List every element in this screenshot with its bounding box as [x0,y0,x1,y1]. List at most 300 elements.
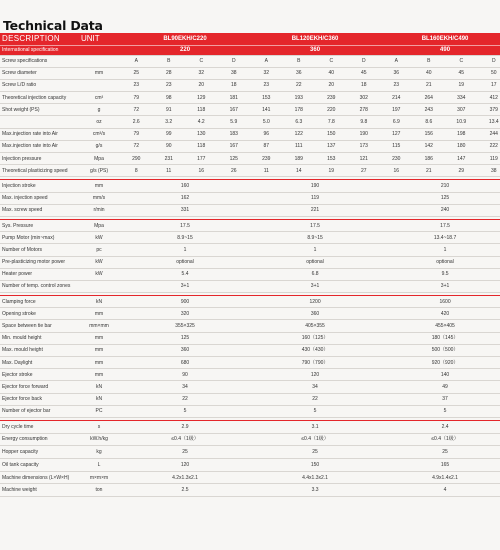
row-value: 186 [413,153,446,165]
row-value: 214 [380,92,413,104]
row-unit: PC [78,405,120,417]
row-value: 25 [120,446,250,459]
row-value: 13.4~18.7 [380,232,500,244]
table-row [0,296,500,308]
row-value: 18 [348,79,381,91]
row-value: 141 [250,104,283,116]
row-unit: kW [78,268,120,280]
row-value: 334 [445,92,478,104]
row-label: Number of Motors [0,244,78,256]
page-title: Technical Data [3,18,103,33]
row-value: 190 [348,128,381,140]
row-value: 5.9 [218,116,251,128]
row-value: D [348,55,381,67]
row-value: A [120,55,153,67]
international-spec-label: International specification [0,45,78,55]
row-value: 40 [413,67,446,79]
row-value: 178 [283,104,316,116]
row-value: 98 [153,92,186,104]
row-value: 6.8 [250,268,380,280]
row-value: 79 [120,92,153,104]
row-unit: kW [78,232,120,244]
row-value: 264 [413,92,446,104]
row-value: 278 [348,104,381,116]
row-unit: cm³ [78,92,120,104]
row-value: B [283,55,316,67]
row-unit: kN [78,296,120,308]
row-value: 16 [185,165,218,177]
row-value: 111 [283,140,316,152]
row-unit: cm³/s [78,128,120,140]
row-value: A [250,55,283,67]
row-value: 8.6 [413,116,446,128]
table-row [0,357,500,369]
table-row [0,67,500,79]
table-row [0,484,500,497]
row-unit: kN [78,393,120,405]
row-label: Theoretical injection capacity [0,92,78,104]
row-value: 120 [250,369,380,381]
table-row [0,244,500,256]
table-row [0,280,500,292]
row-value: 160（125） [250,332,380,344]
row-label: Pump Motor (min~max) [0,232,78,244]
row-value: 22 [250,393,380,405]
row-value: C [445,55,478,67]
model-code-3: 490 [380,45,500,55]
row-value: 129 [185,92,218,104]
row-value: 49 [380,381,500,393]
table-row [0,369,500,381]
table-row [0,192,500,204]
row-label: Max.injection rate into Air [0,128,78,140]
row-value: D [218,55,251,67]
table-row [0,420,500,433]
row-value: 9.5 [380,268,500,280]
row-value: 23 [250,79,283,91]
row-label: Ejector force back [0,393,78,405]
row-label: Ejector stroke [0,369,78,381]
table-body [0,33,500,497]
row-unit: r/min [78,204,120,216]
row-value: 28 [153,67,186,79]
row-value: 2.4 [380,420,500,433]
row-value: 25 [250,446,380,459]
row-value: 900 [120,296,250,308]
row-unit: g/s (PS) [78,165,120,177]
row-value: 150 [315,128,348,140]
row-value: 17.5 [120,219,250,231]
row-value: 125 [120,332,250,344]
row-value: 331 [120,204,250,216]
model-code-2: 360 [250,45,380,55]
row-unit: kg [78,446,120,459]
row-unit: Mpa [78,153,120,165]
row-value: 6.3 [283,116,316,128]
row-label: Dry cycle time [0,420,78,433]
row-label: Energy consumption [0,433,78,446]
row-value: 1600 [380,296,500,308]
row-value: 10.9 [445,116,478,128]
row-value: 8.9~15 [250,232,380,244]
row-value: 153 [250,92,283,104]
row-value: 122 [283,128,316,140]
row-value: 137 [315,140,348,152]
description-header: DESCRIPTION [0,33,78,45]
table-row [0,79,500,91]
row-unit: mm [78,357,120,369]
row-value: 320 [120,308,250,320]
row-unit [78,79,120,91]
row-value: 37 [380,393,500,405]
row-unit: mm [78,369,120,381]
row-value: 198 [445,128,478,140]
table-row [0,308,500,320]
row-value: 32 [185,67,218,79]
row-value: 125 [380,192,500,204]
row-value: 1 [380,244,500,256]
row-value: 3+1 [380,280,500,292]
row-label: Max. Daylight [0,357,78,369]
table-row [0,128,500,140]
table-row [0,92,500,104]
table-row [0,180,500,192]
row-value: 5 [380,405,500,417]
row-value: 6.9 [380,116,413,128]
row-unit: oz [78,116,120,128]
row-value: 1 [120,244,250,256]
row-value: optional [380,256,500,268]
row-value: 118 [185,140,218,152]
row-value: 17 [478,79,500,91]
table-row [0,459,500,472]
row-value: 142 [413,140,446,152]
row-value: 239 [250,153,283,165]
row-value: 90 [120,369,250,381]
row-value: 193 [283,92,316,104]
row-value: 500（500） [380,344,500,356]
table-row [0,393,500,405]
row-label: Shot weight (PS) [0,104,78,116]
table-row [0,153,500,165]
table-row [0,332,500,344]
row-label: Hopper capacity [0,446,78,459]
row-value: 160 [120,180,250,192]
row-value: 79 [120,128,153,140]
row-value: 244 [478,128,500,140]
row-value: 1 [250,244,380,256]
row-value: optional [120,256,250,268]
row-value: 430（430） [250,344,380,356]
row-value: 4 [380,484,500,497]
row-value: 125 [218,153,251,165]
row-value: 302 [348,92,381,104]
row-value: 181 [218,92,251,104]
row-value: 25 [120,67,153,79]
row-label: Ejector force forward [0,381,78,393]
table-row [0,433,500,446]
row-value: 2.9 [120,420,250,433]
row-value: 32 [250,67,283,79]
row-label: Max. screw speed [0,204,78,216]
row-value: 23 [153,79,186,91]
row-value: 38 [478,165,500,177]
row-value: 240 [380,204,500,216]
row-unit [78,55,120,67]
row-value: 360 [250,308,380,320]
row-value: 140 [380,369,500,381]
row-value: 167 [218,104,251,116]
row-value: 290 [120,153,153,165]
row-value: 96 [250,128,283,140]
row-value: 118 [185,104,218,116]
row-value: 8 [120,165,153,177]
table-row [0,446,500,459]
row-unit: pc [78,244,120,256]
row-value: 790（790） [250,357,380,369]
row-label: Heater power [0,268,78,280]
row-value: 72 [120,104,153,116]
table-row [0,219,500,231]
row-label: Space between tie bar [0,320,78,332]
row-value: 17.5 [380,219,500,231]
row-unit: L [78,459,120,472]
row-value: 18 [218,79,251,91]
row-value: 120 [120,459,250,472]
row-unit: mm [78,67,120,79]
row-value: 165 [380,459,500,472]
model-header-3: BL160EKH/C490 [380,33,500,45]
table-row [0,104,500,116]
row-label: Min. mould height [0,332,78,344]
row-value: 5 [250,405,380,417]
row-label: Machine weight [0,484,78,497]
row-value: 307 [445,104,478,116]
row-value: 2.6 [120,116,153,128]
row-value: 20 [185,79,218,91]
row-value: 16 [380,165,413,177]
row-value: 4.2x1.3x2.1 [120,471,250,484]
row-label [0,116,78,128]
row-label: Oil tank capacity [0,459,78,472]
table-row [0,381,500,393]
row-unit: ton [78,484,120,497]
row-value: 189 [283,153,316,165]
row-label: Screw specifications [0,55,78,67]
row-label: Machine dimensions (L×W×H) [0,471,78,484]
row-value: 115 [380,140,413,152]
row-value: 167 [218,140,251,152]
row-label: Number of temp. control zones [0,280,78,292]
row-value: 27 [348,165,381,177]
row-unit: kW.h/kg [78,433,120,446]
row-value: B [153,55,186,67]
row-value: C [185,55,218,67]
row-value: 231 [153,153,186,165]
unit-header: UNIT [78,33,120,45]
row-value: 177 [185,153,218,165]
row-value: 5.0 [250,116,283,128]
row-value: 3+1 [120,280,250,292]
header-row [0,33,500,45]
row-value: 22 [283,79,316,91]
row-value: 355×325 [120,320,250,332]
row-value: 4.9x1.4x2.1 [380,471,500,484]
table-row [0,116,500,128]
row-value: 23 [120,79,153,91]
row-value: 5 [120,405,250,417]
technical-data-table [0,33,500,497]
row-value: 11 [153,165,186,177]
row-value: 8.9~15 [120,232,250,244]
row-value: 412 [478,92,500,104]
row-value: 680 [120,357,250,369]
row-value: 13.4 [478,116,500,128]
row-value: 147 [445,153,478,165]
row-value: 420 [380,308,500,320]
row-unit: mm [78,180,120,192]
row-value: 222 [478,140,500,152]
table-row [0,405,500,417]
row-value: 210 [380,180,500,192]
table-row [0,268,500,280]
row-value: 119 [250,192,380,204]
row-unit: g [78,104,120,116]
table-row [0,344,500,356]
row-value: 21 [413,79,446,91]
row-value: 25 [380,446,500,459]
row-value: 11 [250,165,283,177]
row-value: 4.2 [185,116,218,128]
row-value: 38 [218,67,251,79]
row-label: Screw L/D ratio [0,79,78,91]
row-value: 2.5 [120,484,250,497]
row-value: 173 [348,140,381,152]
table-row [0,140,500,152]
row-unit: kW [78,256,120,268]
row-value: 7.8 [315,116,348,128]
row-label: Theoretical plasticizing speed [0,165,78,177]
row-unit: Mpa [78,219,120,231]
row-value: 40 [315,67,348,79]
row-value: 99 [153,128,186,140]
row-value: 36 [380,67,413,79]
row-value: D [478,55,500,67]
row-unit: mm [78,308,120,320]
row-unit: mm [78,344,120,356]
row-value: 121 [348,153,381,165]
row-label: Max.injection rate into Air [0,140,78,152]
row-label: Injection pressure [0,153,78,165]
table-row [0,256,500,268]
row-label: Pre-plasticizing motor power [0,256,78,268]
row-value: 455×405 [380,320,500,332]
row-value: 183 [218,128,251,140]
row-value: B [413,55,446,67]
row-value: 87 [250,140,283,152]
row-value: 221 [250,204,380,216]
row-value: 20 [315,79,348,91]
row-value: 190 [250,180,380,192]
row-value: 3+1 [250,280,380,292]
row-label: Max. injection speed [0,192,78,204]
spec-row [0,45,500,55]
row-unit: g/s [78,140,120,152]
row-value: ≤0.4（1级） [250,433,380,446]
row-value: 243 [413,104,446,116]
row-value: 45 [348,67,381,79]
row-value: 119 [478,153,500,165]
row-label: Screw diameter [0,67,78,79]
row-value: 180（145） [380,332,500,344]
row-value: 230 [380,153,413,165]
row-value: optional [250,256,380,268]
row-value: 130 [185,128,218,140]
row-value: 14 [283,165,316,177]
model-header-2: BL120EKH/C360 [250,33,380,45]
row-label: Number of ejector bar [0,405,78,417]
row-value: 90 [153,140,186,152]
row-unit: mm×mm [78,320,120,332]
row-value: 19 [315,165,348,177]
row-value: 36 [283,67,316,79]
row-value: 162 [120,192,250,204]
row-value: C [315,55,348,67]
row-value: 360 [120,344,250,356]
row-unit: s [78,420,120,433]
row-label: Injection stroke [0,180,78,192]
row-label: Opening stroke [0,308,78,320]
row-value: 3.1 [250,420,380,433]
row-value: A [380,55,413,67]
row-unit: mm/s [78,192,120,204]
model-header-1: BL90EKH/C220 [120,33,250,45]
model-code-1: 220 [120,45,250,55]
row-label: Clamping force [0,296,78,308]
row-value: 21 [413,165,446,177]
row-label: Sys. Pressure [0,219,78,231]
row-value: 1200 [250,296,380,308]
row-value: 26 [218,165,251,177]
row-value: 17.5 [250,219,380,231]
row-value: 22 [120,393,250,405]
table-row [0,471,500,484]
row-value: 45 [445,67,478,79]
row-value: 150 [250,459,380,472]
row-value: 19 [445,79,478,91]
spec-unit-cell [78,45,120,55]
row-value: 29 [445,165,478,177]
row-value: 239 [315,92,348,104]
row-value: 153 [315,153,348,165]
row-value: 50 [478,67,500,79]
table-row [0,55,500,67]
table-row [0,232,500,244]
row-value: ≤0.4（1级） [380,433,500,446]
row-value: 156 [413,128,446,140]
row-value: 920（920） [380,357,500,369]
row-unit: kN [78,381,120,393]
row-value: 197 [380,104,413,116]
row-label: Max. mould height [0,344,78,356]
table-row [0,204,500,216]
row-value: ≤0.4（1级） [120,433,250,446]
row-unit: mm [78,332,120,344]
row-value: 34 [120,381,250,393]
row-value: 180 [445,140,478,152]
row-value: 23 [380,79,413,91]
row-value: 4.4x1.3x2.1 [250,471,380,484]
